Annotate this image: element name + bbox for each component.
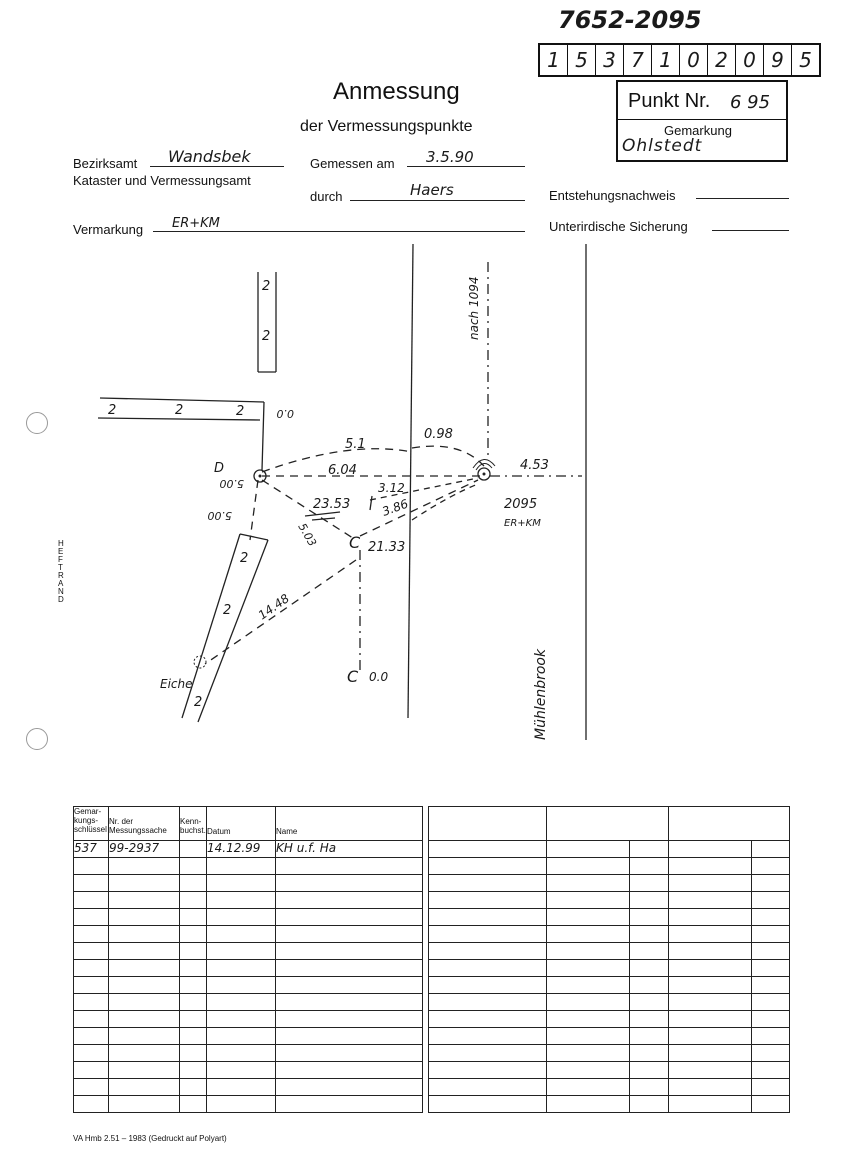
building-mark: 2 — [262, 279, 271, 294]
bezirksamt-label: Bezirksamt — [73, 156, 138, 171]
id-digit: 9 — [764, 45, 792, 75]
durch-label: durch — [310, 189, 343, 204]
sketch-label: 4.53 — [520, 458, 549, 473]
sketch-label: C — [347, 667, 359, 686]
sketch-label: nach 1094 — [467, 276, 481, 340]
table-row — [74, 841, 423, 858]
entstehung-label: Entstehungsnachweis — [549, 188, 676, 203]
id-digit: 2 — [708, 45, 736, 75]
left-record-table — [73, 806, 423, 1113]
sketch-label: 0.0 — [369, 670, 389, 684]
id-digit: 1 — [540, 45, 568, 75]
gemarkung-value: Ohlstedt — [622, 136, 703, 156]
building-mark: 2 — [223, 603, 232, 618]
sketch-label: 5.03 — [295, 521, 319, 549]
page-title: Anmessung — [333, 78, 460, 105]
right-record-table — [428, 806, 790, 1113]
punkt-label: Punkt Nr. — [628, 90, 711, 112]
vermarkung-label: Vermarkung — [73, 222, 144, 237]
sketch-label: 0.98 — [424, 427, 453, 442]
page-subtitle: der Vermessungspunkte — [300, 118, 473, 135]
sketch-label: 23.53 — [313, 497, 351, 512]
sketch-label: 3.86 — [380, 496, 411, 519]
col-header: Gemar-kungs-schlüssel — [74, 807, 107, 834]
street-label: Mühlenbrook — [533, 648, 549, 740]
id-digit: 0 — [736, 45, 764, 75]
building-mark: 2 — [108, 403, 117, 418]
col-header: Name — [276, 827, 298, 836]
gemessen-value: 3.5.90 — [426, 148, 474, 166]
sketch-label: 6.04 — [328, 463, 357, 478]
sketch-label: 5.00 — [207, 509, 232, 522]
bezirksamt-value: Wandsbek — [168, 147, 251, 166]
punkt-value: 6 95 — [730, 92, 771, 113]
sketch-label: 0.0 — [276, 407, 294, 420]
table-cell: KH u.f. Ha — [276, 841, 423, 858]
vermarkung-value: ER+KM — [172, 216, 220, 231]
table-cell: 99-2937 — [109, 841, 180, 858]
col-header: Kenn-buchst. — [180, 817, 206, 835]
building-mark: 2 — [262, 329, 271, 344]
sketch-label: 5.00 — [219, 477, 244, 490]
id-digit: 1 — [652, 45, 680, 75]
kataster-label: Kataster und Vermessungsamt — [73, 173, 251, 188]
id-digit: 3 — [596, 45, 624, 75]
sketch-label: ER+KM — [504, 518, 541, 529]
table-cell — [180, 841, 207, 858]
sketch-label: 21.33 — [368, 540, 406, 555]
building-mark: 2 — [194, 695, 203, 710]
gemessen-label: Gemessen am — [310, 156, 395, 171]
heftrand-label: HEFTRAND — [58, 539, 64, 604]
building-mark: 2 — [236, 404, 245, 419]
sketch-label: 14.48 — [255, 591, 292, 623]
sketch-label: 5.1 — [345, 437, 366, 452]
footer-note: VA Hmb 2.51 – 1983 (Gedruckt auf Polyart) — [73, 1134, 227, 1143]
building-mark: 2 — [175, 403, 184, 418]
id-digit: 0 — [680, 45, 708, 75]
sketch-label: D — [214, 461, 225, 476]
table-cell: 537 — [74, 841, 109, 858]
unterirdisch-label: Unterirdische Sicherung — [549, 219, 688, 234]
id-digit: 5 — [568, 45, 596, 75]
id-digit: 5 — [799, 48, 812, 72]
file-number: 7652-2095 — [558, 6, 702, 34]
sketch-label: Eiche — [160, 677, 193, 691]
building-mark: 2 — [240, 551, 249, 566]
sketch-label: 3.12 — [378, 481, 405, 495]
durch-value: Haers — [410, 181, 454, 199]
col-header: Datum — [207, 827, 231, 836]
id-digit: 7 — [624, 45, 652, 75]
col-header: Nr. der Messungssache — [109, 817, 167, 835]
sketch-label: 2095 — [504, 497, 538, 512]
gemarkung-label: Gemarkung — [664, 123, 732, 138]
table-cell: 14.12.99 — [207, 841, 276, 858]
sketch-label: C — [349, 533, 361, 552]
